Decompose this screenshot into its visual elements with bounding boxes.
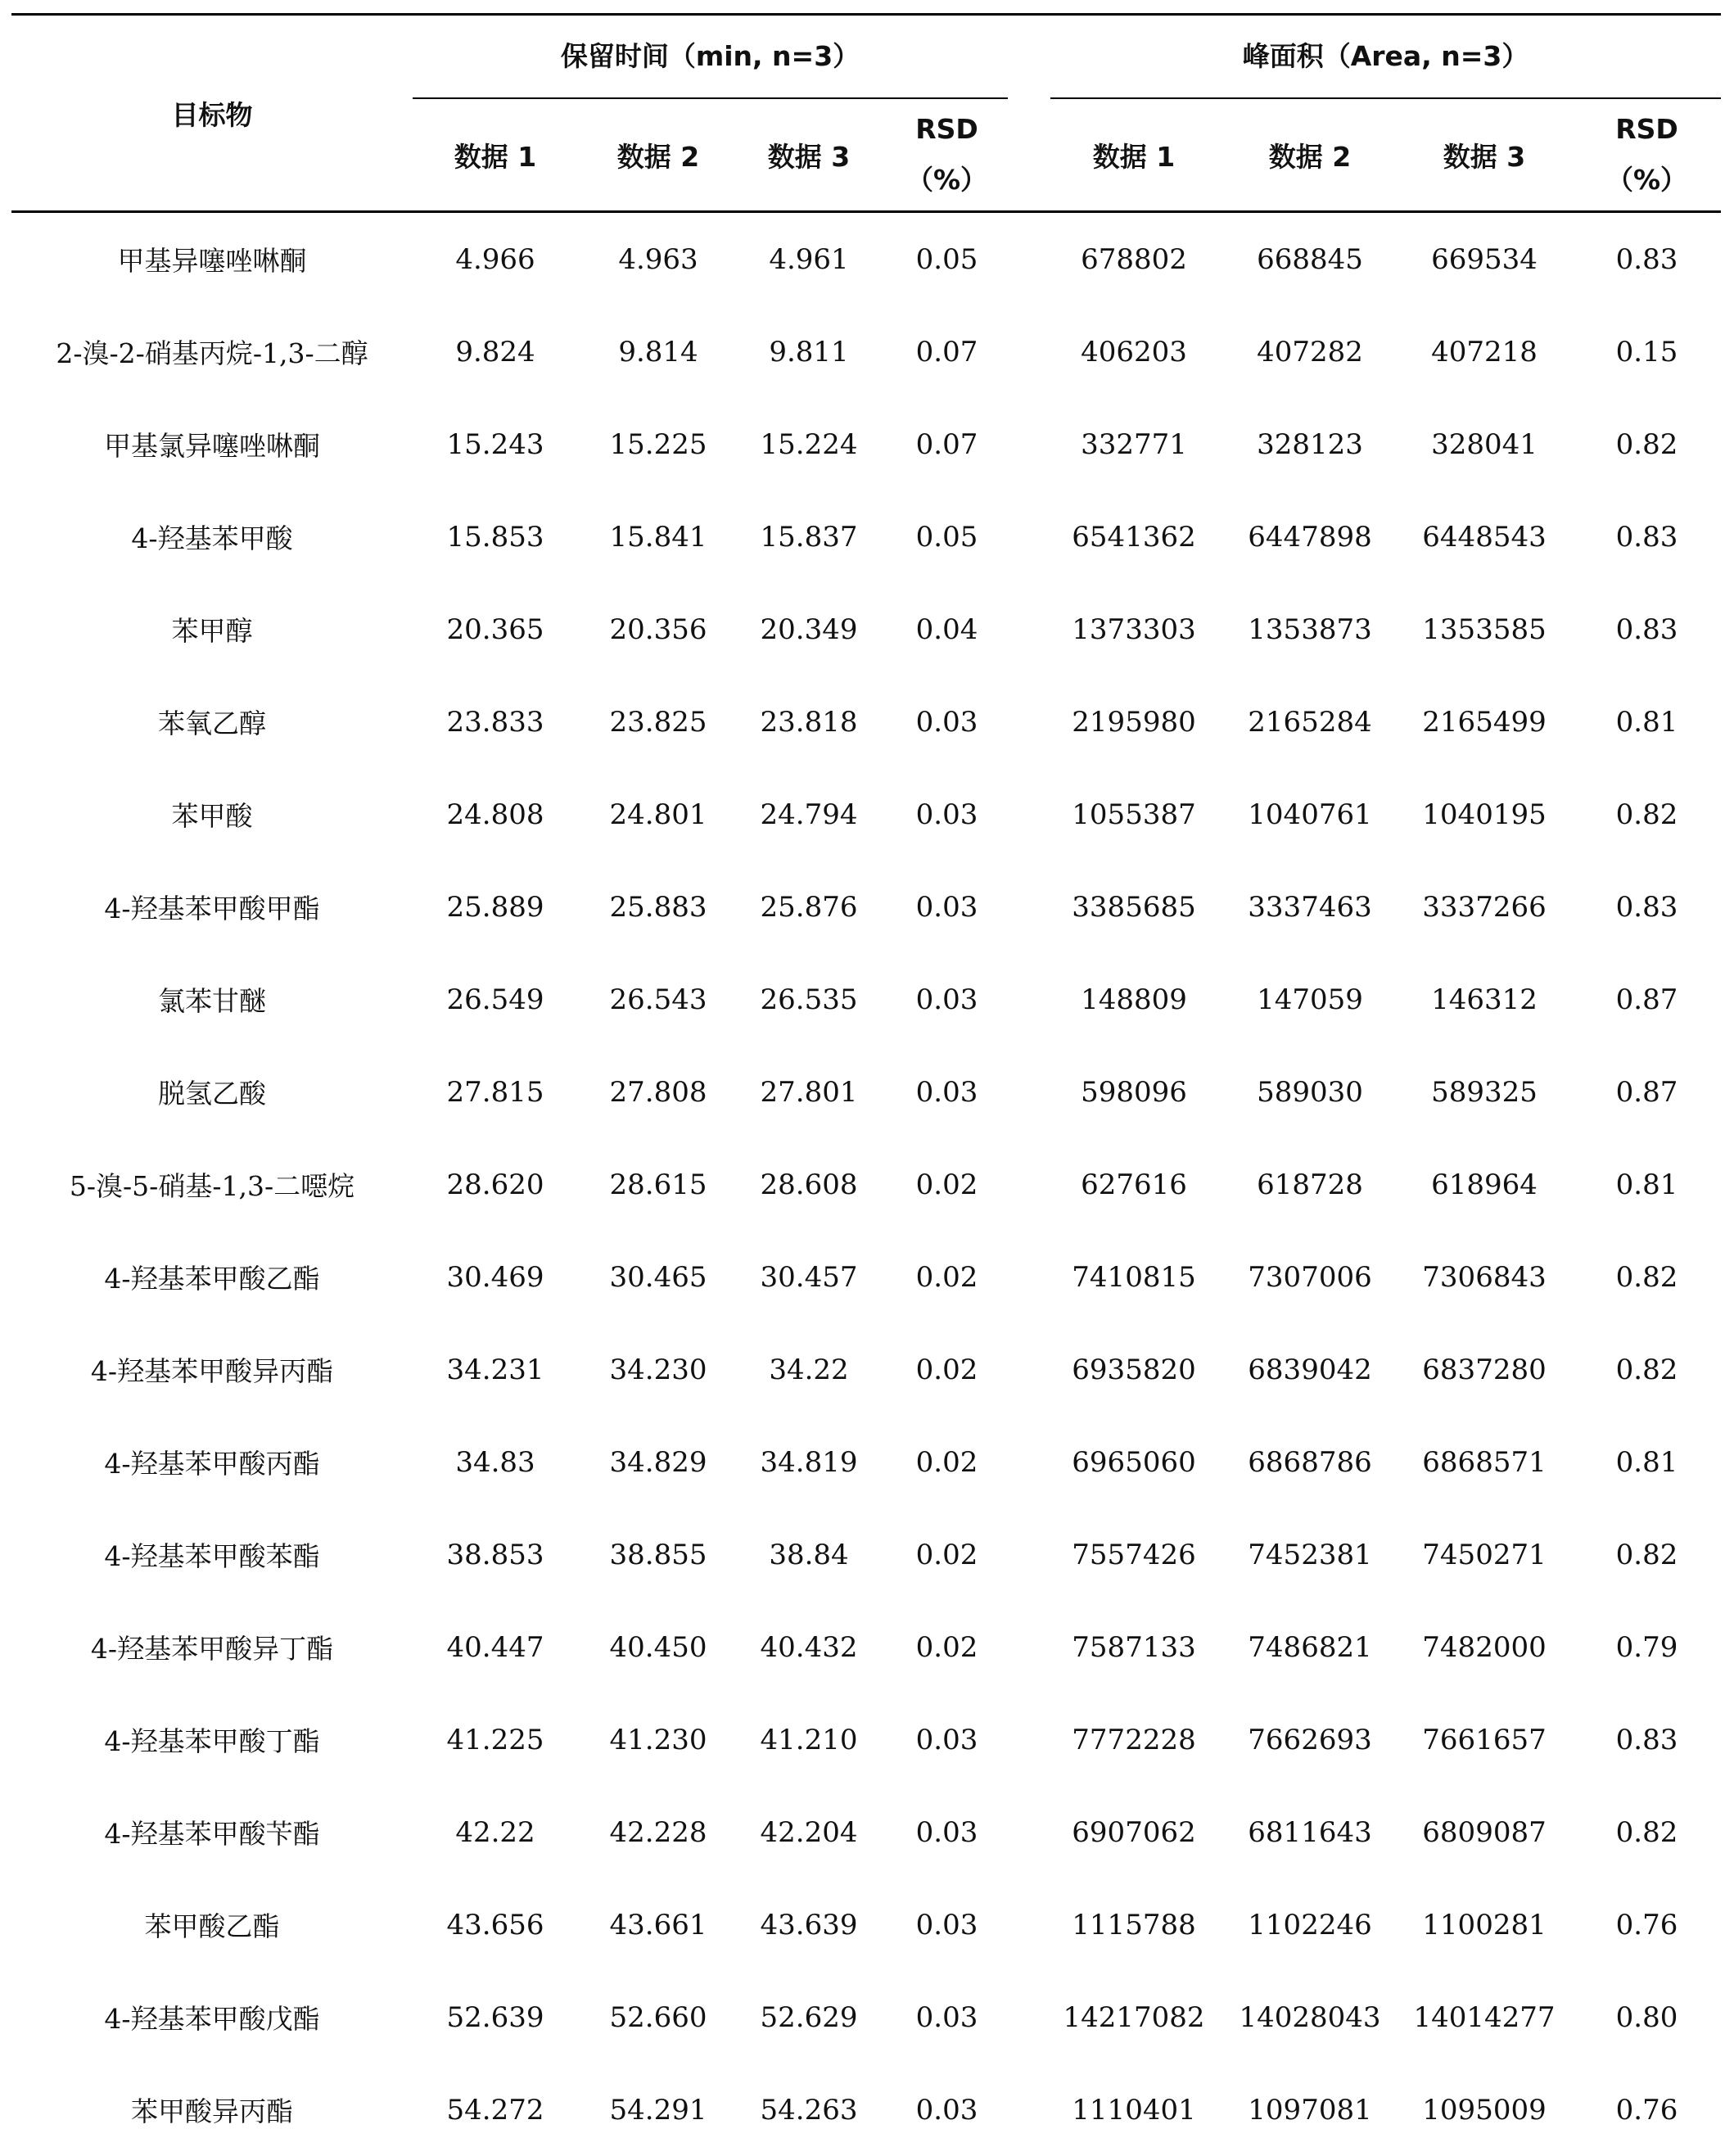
column-gap — [1014, 2063, 1044, 2156]
rt-data1-cell: 54.272 — [413, 2063, 578, 2156]
rt-data1-cell: 41.225 — [413, 1693, 578, 1786]
area-data3-cell: 1040195 — [1396, 768, 1573, 861]
rt-data3-cell: 26.535 — [738, 953, 879, 1046]
rt-data2-cell: 23.825 — [578, 676, 738, 768]
compound-name-cell: 苯甲酸乙酯 — [11, 1878, 413, 1971]
rt-rsd-cell: 0.02 — [879, 1508, 1014, 1601]
rt-data1-cell: 24.808 — [413, 768, 578, 861]
area-data2-cell: 407282 — [1224, 305, 1396, 398]
rt-data1-cell: 15.243 — [413, 398, 578, 490]
rt-data3-cell: 23.818 — [738, 676, 879, 768]
area-data3-cell: 1100281 — [1396, 1878, 1573, 1971]
compound-name-cell: 4-羟基苯甲酸 — [11, 490, 413, 583]
header-rt-data1: 数据 1 — [413, 99, 578, 212]
area-data1-cell: 332771 — [1044, 398, 1224, 490]
rt-data3-cell: 15.837 — [738, 490, 879, 583]
area-rsd-cell: 0.81 — [1573, 676, 1721, 768]
rt-rsd-cell: 0.07 — [879, 305, 1014, 398]
rt-data2-cell: 20.356 — [578, 583, 738, 676]
rt-data2-cell: 27.808 — [578, 1046, 738, 1138]
area-data1-cell: 7410815 — [1044, 1231, 1224, 1323]
area-data1-cell: 2195980 — [1044, 676, 1224, 768]
table-row — [11, 398, 1721, 490]
compound-name-cell: 苯甲酸异丙酯 — [11, 2063, 413, 2156]
rt-data2-cell: 25.883 — [578, 861, 738, 953]
table-row — [11, 1416, 1721, 1508]
column-gap — [1014, 768, 1044, 861]
compound-name-cell: 脱氢乙酸 — [11, 1046, 413, 1138]
table-row — [11, 861, 1721, 953]
column-gap — [1014, 1971, 1044, 2063]
area-rsd-cell: 0.87 — [1573, 1046, 1721, 1138]
rt-data3-cell: 27.801 — [738, 1046, 879, 1138]
rt-data2-cell: 38.855 — [578, 1508, 738, 1601]
rt-rsd-cell: 0.03 — [879, 861, 1014, 953]
rt-rsd-cell: 0.03 — [879, 1693, 1014, 1786]
rt-data1-cell: 20.365 — [413, 583, 578, 676]
rt-rsd-cell: 0.05 — [879, 212, 1014, 306]
area-data3-cell: 407218 — [1396, 305, 1573, 398]
header-area-group — [1044, 15, 1721, 100]
header-gap — [1014, 15, 1044, 100]
area-data3-cell: 3337266 — [1396, 861, 1573, 953]
area-rsd-cell: 0.82 — [1573, 1231, 1721, 1323]
column-gap — [1014, 1231, 1044, 1323]
rt-data2-cell: 15.841 — [578, 490, 738, 583]
rt-data3-cell: 30.457 — [738, 1231, 879, 1323]
rt-data3-cell: 34.819 — [738, 1416, 879, 1508]
table-row — [11, 212, 1721, 306]
area-rsd-cell: 0.82 — [1573, 398, 1721, 490]
area-data3-cell: 14014277 — [1396, 1971, 1573, 2063]
compound-name-cell: 4-羟基苯甲酸丙酯 — [11, 1416, 413, 1508]
column-gap — [1014, 398, 1044, 490]
rt-data1-cell: 34.231 — [413, 1323, 578, 1416]
area-data3-cell: 7482000 — [1396, 1601, 1573, 1693]
header-retention-group — [413, 15, 1014, 100]
rt-data1-cell: 42.22 — [413, 1786, 578, 1878]
header-area-rsd — [1573, 99, 1721, 212]
table-row — [11, 305, 1721, 398]
table-row — [11, 490, 1721, 583]
rt-data2-cell: 34.829 — [578, 1416, 738, 1508]
area-data1-cell: 6541362 — [1044, 490, 1224, 583]
rt-rsd-cell: 0.02 — [879, 1231, 1014, 1323]
rt-rsd-cell: 0.03 — [879, 1878, 1014, 1971]
header-area-group-label: 峰面积（Area, n=3） — [1050, 16, 1721, 99]
area-data3-cell: 7450271 — [1396, 1508, 1573, 1601]
area-rsd-cell: 0.83 — [1573, 212, 1721, 306]
area-rsd-cell: 0.76 — [1573, 2063, 1721, 2156]
rt-rsd-cell: 0.03 — [879, 676, 1014, 768]
column-gap — [1014, 676, 1044, 768]
area-rsd-cell: 0.82 — [1573, 1786, 1721, 1878]
table-row — [11, 1971, 1721, 2063]
header-area-data3: 数据 3 — [1396, 99, 1573, 212]
rt-data2-cell: 15.225 — [578, 398, 738, 490]
rt-data3-cell: 25.876 — [738, 861, 879, 953]
area-data2-cell: 589030 — [1224, 1046, 1396, 1138]
area-rsd-cell: 0.81 — [1573, 1416, 1721, 1508]
area-data2-cell: 1353873 — [1224, 583, 1396, 676]
rt-rsd-cell: 0.03 — [879, 1786, 1014, 1878]
rt-rsd-cell: 0.02 — [879, 1323, 1014, 1416]
column-gap — [1014, 1878, 1044, 1971]
rt-rsd-cell: 0.07 — [879, 398, 1014, 490]
area-data2-cell: 1102246 — [1224, 1878, 1396, 1971]
area-data1-cell: 406203 — [1044, 305, 1224, 398]
header-gap — [1014, 99, 1044, 212]
rt-data3-cell: 28.608 — [738, 1138, 879, 1231]
rt-rsd-cell: 0.02 — [879, 1138, 1014, 1231]
compound-name-cell: 2-溴-2-硝基丙烷-1,3-二醇 — [11, 305, 413, 398]
table-body — [11, 212, 1721, 2156]
compound-name-cell: 4-羟基苯甲酸苄酯 — [11, 1786, 413, 1878]
area-data1-cell: 1115788 — [1044, 1878, 1224, 1971]
rt-data3-cell: 52.629 — [738, 1971, 879, 2063]
header-target: 目标物 — [11, 15, 413, 212]
compound-name-cell: 4-羟基苯甲酸戊酯 — [11, 1971, 413, 2063]
area-data1-cell: 6965060 — [1044, 1416, 1224, 1508]
area-data1-cell: 6935820 — [1044, 1323, 1224, 1416]
rt-data1-cell: 26.549 — [413, 953, 578, 1046]
rt-data2-cell: 26.543 — [578, 953, 738, 1046]
area-data1-cell: 678802 — [1044, 212, 1224, 306]
area-rsd-cell: 0.80 — [1573, 1971, 1721, 2063]
area-data3-cell: 7661657 — [1396, 1693, 1573, 1786]
table-row — [11, 1323, 1721, 1416]
header-area-data2: 数据 2 — [1224, 99, 1396, 212]
table-row — [11, 583, 1721, 676]
area-rsd-cell: 0.82 — [1573, 1508, 1721, 1601]
rt-rsd-cell: 0.04 — [879, 583, 1014, 676]
column-gap — [1014, 953, 1044, 1046]
rt-data1-cell: 9.824 — [413, 305, 578, 398]
rt-data2-cell: 54.291 — [578, 2063, 738, 2156]
rt-data2-cell: 43.661 — [578, 1878, 738, 1971]
area-data3-cell: 1353585 — [1396, 583, 1573, 676]
column-gap — [1014, 1693, 1044, 1786]
rt-data1-cell: 52.639 — [413, 1971, 578, 2063]
area-data3-cell: 146312 — [1396, 953, 1573, 1046]
area-data1-cell: 6907062 — [1044, 1786, 1224, 1878]
column-gap — [1014, 212, 1044, 306]
area-data2-cell: 668845 — [1224, 212, 1396, 306]
rt-rsd-cell: 0.05 — [879, 490, 1014, 583]
column-gap — [1014, 1323, 1044, 1416]
header-rt-data2: 数据 2 — [578, 99, 738, 212]
column-gap — [1014, 861, 1044, 953]
area-data2-cell: 6868786 — [1224, 1416, 1396, 1508]
area-data2-cell: 147059 — [1224, 953, 1396, 1046]
area-rsd-cell: 0.87 — [1573, 953, 1721, 1046]
table-row — [11, 1601, 1721, 1693]
rt-data3-cell: 34.22 — [738, 1323, 879, 1416]
rt-data2-cell: 34.230 — [578, 1323, 738, 1416]
rt-rsd-cell: 0.03 — [879, 2063, 1014, 2156]
rt-data2-cell: 24.801 — [578, 768, 738, 861]
area-rsd-cell: 0.82 — [1573, 1323, 1721, 1416]
rt-data3-cell: 9.811 — [738, 305, 879, 398]
area-data2-cell: 7307006 — [1224, 1231, 1396, 1323]
column-gap — [1014, 1601, 1044, 1693]
area-data1-cell: 627616 — [1044, 1138, 1224, 1231]
area-data1-cell: 7557426 — [1044, 1508, 1224, 1601]
rt-rsd-cell: 0.03 — [879, 1046, 1014, 1138]
compound-name-cell: 4-羟基苯甲酸丁酯 — [11, 1693, 413, 1786]
area-data3-cell: 7306843 — [1396, 1231, 1573, 1323]
rt-data1-cell: 43.656 — [413, 1878, 578, 1971]
area-data3-cell: 6868571 — [1396, 1416, 1573, 1508]
rt-data2-cell: 41.230 — [578, 1693, 738, 1786]
rt-data1-cell: 34.83 — [413, 1416, 578, 1508]
rt-data2-cell: 52.660 — [578, 1971, 738, 2063]
table-row — [11, 1046, 1721, 1138]
area-data1-cell: 7772228 — [1044, 1693, 1224, 1786]
table-row — [11, 953, 1721, 1046]
rt-rsd-cell: 0.02 — [879, 1601, 1014, 1693]
rt-data2-cell: 28.615 — [578, 1138, 738, 1231]
area-data1-cell: 598096 — [1044, 1046, 1224, 1138]
compound-name-cell: 氯苯甘醚 — [11, 953, 413, 1046]
area-data2-cell: 328123 — [1224, 398, 1396, 490]
compound-name-cell: 甲基异噻唑啉酮 — [11, 212, 413, 306]
rt-data1-cell: 27.815 — [413, 1046, 578, 1138]
column-gap — [1014, 1138, 1044, 1231]
area-data3-cell: 6448543 — [1396, 490, 1573, 583]
rt-data3-cell: 43.639 — [738, 1878, 879, 1971]
table-row — [11, 1786, 1721, 1878]
column-gap — [1014, 1786, 1044, 1878]
area-data1-cell: 1055387 — [1044, 768, 1224, 861]
rt-data2-cell: 30.465 — [578, 1231, 738, 1323]
header-area-rsd-unit: （%） — [1573, 155, 1721, 206]
header-area-rsd-label: RSD — [1573, 104, 1721, 155]
rt-data1-cell: 25.889 — [413, 861, 578, 953]
area-data3-cell: 669534 — [1396, 212, 1573, 306]
table-row — [11, 1231, 1721, 1323]
area-data3-cell: 1095009 — [1396, 2063, 1573, 2156]
area-data2-cell: 618728 — [1224, 1138, 1396, 1231]
header-retention-group-label: 保留时间（min, n=3） — [413, 16, 1008, 99]
rt-data3-cell: 41.210 — [738, 1693, 879, 1786]
area-data3-cell: 589325 — [1396, 1046, 1573, 1138]
area-data1-cell: 1110401 — [1044, 2063, 1224, 2156]
rt-data1-cell: 30.469 — [413, 1231, 578, 1323]
header-rt-rsd-label: RSD — [879, 104, 1014, 155]
header-area-data1: 数据 1 — [1044, 99, 1224, 212]
rt-data2-cell: 42.228 — [578, 1786, 738, 1878]
area-data3-cell: 618964 — [1396, 1138, 1573, 1231]
header-rt-data3: 数据 3 — [738, 99, 879, 212]
rt-rsd-cell: 0.03 — [879, 953, 1014, 1046]
rt-data3-cell: 54.263 — [738, 2063, 879, 2156]
rt-data3-cell: 24.794 — [738, 768, 879, 861]
area-data2-cell: 1097081 — [1224, 2063, 1396, 2156]
table-row — [11, 1138, 1721, 1231]
area-data3-cell: 328041 — [1396, 398, 1573, 490]
column-gap — [1014, 583, 1044, 676]
area-data1-cell: 7587133 — [1044, 1601, 1224, 1693]
area-data2-cell: 6839042 — [1224, 1323, 1396, 1416]
rt-data3-cell: 40.432 — [738, 1601, 879, 1693]
area-data2-cell: 7662693 — [1224, 1693, 1396, 1786]
area-rsd-cell: 0.82 — [1573, 768, 1721, 861]
rt-data1-cell: 40.447 — [413, 1601, 578, 1693]
area-data3-cell: 6809087 — [1396, 1786, 1573, 1878]
rt-data1-cell: 23.833 — [413, 676, 578, 768]
area-rsd-cell: 0.76 — [1573, 1878, 1721, 1971]
table-row — [11, 676, 1721, 768]
rt-data3-cell: 15.224 — [738, 398, 879, 490]
area-data2-cell: 7452381 — [1224, 1508, 1396, 1601]
compound-name-cell: 4-羟基苯甲酸异丙酯 — [11, 1323, 413, 1416]
rt-data3-cell: 38.84 — [738, 1508, 879, 1601]
rt-data1-cell: 28.620 — [413, 1138, 578, 1231]
rt-rsd-cell: 0.03 — [879, 768, 1014, 861]
rt-data1-cell: 4.966 — [413, 212, 578, 306]
area-data1-cell: 148809 — [1044, 953, 1224, 1046]
column-gap — [1014, 305, 1044, 398]
column-gap — [1014, 1508, 1044, 1601]
compound-name-cell: 甲基氯异噻唑啉酮 — [11, 398, 413, 490]
compound-name-cell: 4-羟基苯甲酸异丁酯 — [11, 1601, 413, 1693]
data-table-container — [11, 13, 1721, 2156]
rt-data2-cell: 9.814 — [578, 305, 738, 398]
header-rt-rsd-unit: （%） — [879, 155, 1014, 206]
area-data1-cell: 14217082 — [1044, 1971, 1224, 2063]
area-data3-cell: 6837280 — [1396, 1323, 1573, 1416]
header-rt-rsd — [879, 99, 1014, 212]
area-rsd-cell: 0.81 — [1573, 1138, 1721, 1231]
area-data2-cell: 1040761 — [1224, 768, 1396, 861]
area-data2-cell: 2165284 — [1224, 676, 1396, 768]
area-data2-cell: 6811643 — [1224, 1786, 1396, 1878]
column-gap — [1014, 1416, 1044, 1508]
column-gap — [1014, 490, 1044, 583]
compound-name-cell: 苯氧乙醇 — [11, 676, 413, 768]
area-data2-cell: 6447898 — [1224, 490, 1396, 583]
rt-data3-cell: 4.961 — [738, 212, 879, 306]
area-data1-cell: 1373303 — [1044, 583, 1224, 676]
rt-data2-cell: 40.450 — [578, 1601, 738, 1693]
area-data3-cell: 2165499 — [1396, 676, 1573, 768]
table-row — [11, 1693, 1721, 1786]
compound-name-cell: 苯甲酸 — [11, 768, 413, 861]
rt-data1-cell: 38.853 — [413, 1508, 578, 1601]
table-row — [11, 2063, 1721, 2156]
area-data2-cell: 7486821 — [1224, 1601, 1396, 1693]
rt-rsd-cell: 0.03 — [879, 1971, 1014, 2063]
compound-name-cell: 4-羟基苯甲酸甲酯 — [11, 861, 413, 953]
table-row — [11, 768, 1721, 861]
rt-data2-cell: 4.963 — [578, 212, 738, 306]
rt-data1-cell: 15.853 — [413, 490, 578, 583]
area-rsd-cell: 0.83 — [1573, 861, 1721, 953]
area-rsd-cell: 0.83 — [1573, 583, 1721, 676]
area-data2-cell: 14028043 — [1224, 1971, 1396, 2063]
precision-data-table — [11, 13, 1721, 2156]
column-gap — [1014, 1046, 1044, 1138]
table-row — [11, 1878, 1721, 1971]
rt-data3-cell: 20.349 — [738, 583, 879, 676]
compound-name-cell: 5-溴-5-硝基-1,3-二噁烷 — [11, 1138, 413, 1231]
area-rsd-cell: 0.15 — [1573, 305, 1721, 398]
compound-name-cell: 苯甲醇 — [11, 583, 413, 676]
compound-name-cell: 4-羟基苯甲酸苯酯 — [11, 1508, 413, 1601]
area-rsd-cell: 0.79 — [1573, 1601, 1721, 1693]
area-data1-cell: 3385685 — [1044, 861, 1224, 953]
area-rsd-cell: 0.83 — [1573, 490, 1721, 583]
rt-data3-cell: 42.204 — [738, 1786, 879, 1878]
rt-rsd-cell: 0.02 — [879, 1416, 1014, 1508]
table-row — [11, 1508, 1721, 1601]
area-rsd-cell: 0.83 — [1573, 1693, 1721, 1786]
compound-name-cell: 4-羟基苯甲酸乙酯 — [11, 1231, 413, 1323]
table-header — [11, 15, 1721, 212]
area-data2-cell: 3337463 — [1224, 861, 1396, 953]
